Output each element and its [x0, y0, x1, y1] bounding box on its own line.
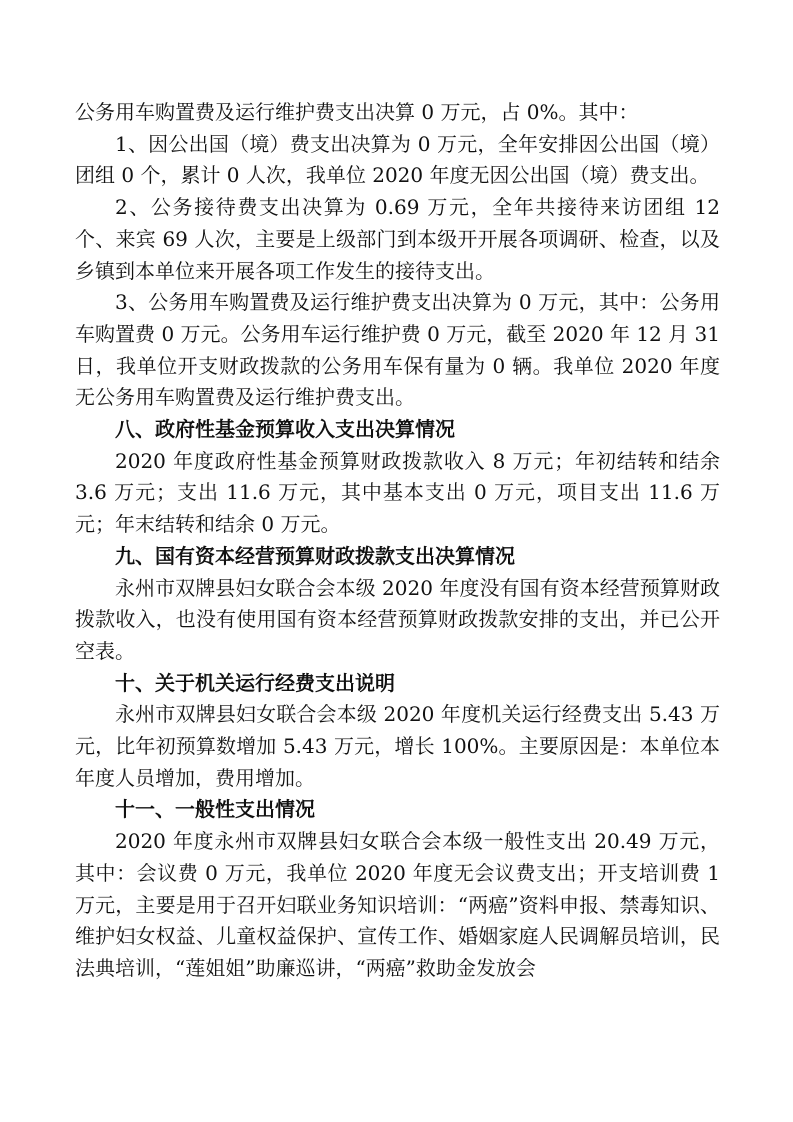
- paragraph-overseas-travel: 1、因公出国（境）费支出决算为 0 万元，全年安排因公出国（境）团组 0 个，累计 0 人次，我单位 2020 年度无因公出国（境）费支出。: [75, 131, 720, 188]
- paragraph-reception: 2、公务接待费支出决算为 0.69 万元，全年共接待来访团组 12 个、来宾 69 人次，主要是上级部门到本级开开展各项调研、检查，以及乡镇到本单位来开展各项工作发生的接待支出。: [75, 195, 720, 283]
- paragraph-state-capital: 永州市双牌县妇女联合会本级 2020 年度没有国有资本经营预算财政拨款收入，也没有使用国有资本经营预算财政拨款安排的支出，并已公开空表。: [75, 575, 720, 663]
- section-heading-operating-expenses: 十、关于机关运行经费支出说明: [115, 670, 395, 695]
- document-body: [75, 97, 720, 985]
- paragraph-vehicles: 3、公务用车购置费及运行维护费支出决算为 0 万元，其中：公务用车购置费 0 万元。公务用车运行维护费 0 万元，截至 2020 年 12 月 31 日，我单位开支财政拨款的公务用车保有量为 0 辆。我单位 2020 年度无公务用车购置费及运行维护费支出。: [75, 290, 720, 410]
- section-heading-state-capital: 九、国有资本经营预算财政拨款支出决算情况: [115, 543, 515, 568]
- paragraph-general-expenditure: 2020 年度永州市双牌县妇女联合会本级一般性支出 20.49 万元，其中：会议费 0 万元，我单位 2020 年度无会议费支出；开支培训费 1 万元，主要是用于召开妇联业务知识培训：“两癌”资料申报、禁毒知识、维护妇女权益、儿童权益保护、宣传工作、婚姻家庭人民调解员培训，民法典培训，“莲姐姐”助廉巡讲，“两癌”救助金发放会: [75, 829, 720, 980]
- paragraph-vehicle-total: 公务用车购置费及运行维护费支出决算 0 万元，占 0%。其中：: [75, 100, 639, 124]
- paragraph-operating-expenses: 永州市双牌县妇女联合会本级 2020 年度机关运行经费支出 5.43 万元，比年初预算数增加 5.43 万元，增长 100%。主要原因是：本单位本年度人员增加，费用增加。: [75, 702, 720, 790]
- paragraph-government-fund: 2020 年度政府性基金预算财政拨款收入 8 万元；年初结转和结余 3.6 万元；支出 11.6 万元，其中基本支出 0 万元，项目支出 11.6 万元；年末结转和结余 0 万元。: [75, 448, 720, 537]
- section-heading-government-fund: 八、政府性基金预算收入支出决算情况: [115, 417, 455, 442]
- section-heading-general-expenditure: 十一、一般性支出情况: [115, 797, 315, 822]
